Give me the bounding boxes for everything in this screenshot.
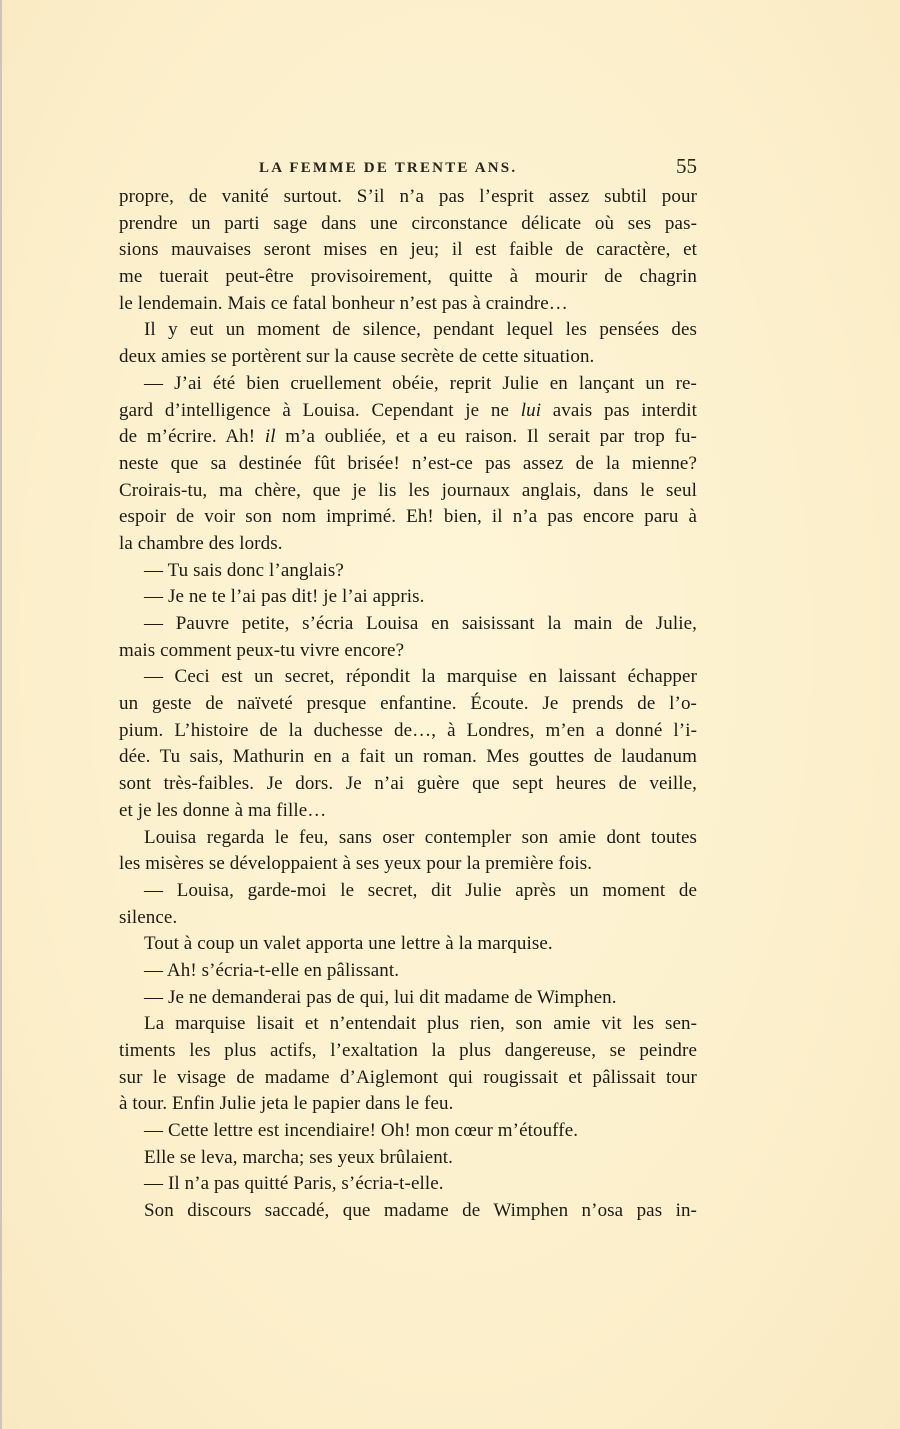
text-line: à tour. Enfin Julie jeta le papier dans le feu.: [119, 1093, 454, 1115]
text-line: — J’ai été bien cruellement obéie, reprit Julie en lançant un re-: [144, 372, 697, 394]
text-line: les misères se développaient à ses yeux pour la première fois.: [119, 853, 593, 875]
body-text: [119, 184, 697, 1225]
text-line: neste que sa destinée fût brisée! n’est-ce pas assez de la mienne?: [119, 452, 697, 474]
running-head: [119, 150, 697, 184]
text-line: — Louisa, garde-moi le secret, dit Julie après un moment de: [144, 879, 697, 901]
text-line: mais comment peux-tu vivre encore?: [119, 639, 405, 661]
text-line: Il y eut un moment de silence, pendant lequel les pensées des: [144, 319, 697, 341]
text-line: et je les donne à ma fille…: [119, 799, 327, 821]
text-line: [119, 398, 697, 425]
text-line: — Ah! s’écria-t-elle en pâlissant.: [144, 959, 400, 981]
text-line: Tout à coup un valet apporta une lettre à la marquise.: [144, 933, 553, 955]
text-line: le lendemain. Mais ce fatal bonheur n’est pas à craindre…: [119, 292, 568, 314]
text-line: silence.: [119, 906, 178, 928]
text-line: deux amies se portèrent sur la cause secrète de cette situation.: [119, 346, 595, 368]
text-segment: gard d’intelligence à Louisa. Cependant je ne: [119, 399, 521, 421]
text-line: Elle se leva, marcha; ses yeux brûlaient.: [144, 1146, 454, 1168]
scan-left-edge: [0, 0, 2, 1429]
text-line: Louisa regarda le feu, sans oser contempler son amie dont toutes: [144, 826, 697, 848]
text-line: La marquise lisait et n’entendait plus rien, son amie vit les sen-: [144, 1013, 697, 1035]
emphasized-word: il: [264, 426, 276, 448]
text-segment: m’a oubliée, et a eu raison. Il serait par trop fu-: [275, 426, 697, 448]
text-line: — Il n’a pas quitté Paris, s’écria-t-elle.: [144, 1173, 444, 1195]
text-line: [119, 424, 697, 451]
text-line: propre, de vanité surtout. S’il n’a pas l’esprit assez subtil pour: [119, 186, 697, 207]
text-line: — Pauvre petite, s’écria Louisa en saisissant la main de Julie,: [144, 613, 697, 634]
text-line: la chambre des lords.: [119, 532, 283, 554]
text-line: timents les plus actifs, l’exaltation la plus dangereuse, se peindre: [119, 1040, 697, 1061]
text-line: Croirais-tu, ma chère, que je lis les journaux anglais, dans le seul: [119, 479, 697, 501]
text-segment: de m’écrire. Ah!: [119, 426, 265, 448]
text-line: un geste de naïveté presque enfantine. Écoute. Je prends de l’o-: [119, 693, 697, 715]
text-line: espoir de voir son nom imprimé. Eh! bien, il n’a pas encore paru à: [119, 506, 697, 528]
text-line: pium. L’histoire de la duchesse de…, à Londres, m’en a donné l’i-: [119, 719, 697, 741]
text-line: sont très-faibles. Je dors. Je n’ai guère que sept heures de veille,: [119, 773, 697, 795]
emphasized-word: lui: [520, 399, 542, 421]
text-line: prendre un parti sage dans une circonstance délicate où ses pas-: [119, 212, 697, 234]
text-line: Son discours saccadé, que madame de Wimphen n’osa pas in-: [144, 1200, 697, 1222]
text-line: — Cette lettre est incendiaire! Oh! mon cœur m’étouffe.: [144, 1120, 579, 1142]
book-page: [119, 150, 697, 1225]
text-line: — Ceci est un secret, répondit la marquise en laissant échapper: [144, 666, 697, 688]
running-title: LA FEMME DE TRENTE ANS.: [259, 160, 518, 176]
text-line: — Je ne demanderai pas de qui, lui dit madame de Wimphen.: [144, 986, 617, 1008]
text-line: — Je ne te l’ai pas dit! je l’ai appris.: [144, 586, 425, 608]
page-number: 55: [676, 154, 697, 178]
text-line: sur le visage de madame d’Aiglemont qui rougissait et pâlissait tour: [119, 1066, 697, 1088]
text-line: dée. Tu sais, Mathurin en a fait un roman. Mes gouttes de laudanum: [119, 746, 697, 768]
text-line: — Tu sais donc l’anglais?: [144, 559, 344, 581]
text-line: sions mauvaises seront mises en jeu; il est faible de caractère, et: [119, 239, 697, 261]
text-segment: avais pas interdit: [541, 399, 697, 421]
text-line: me tuerait peut-être provisoirement, quitte à mourir de chagrin: [119, 266, 697, 288]
